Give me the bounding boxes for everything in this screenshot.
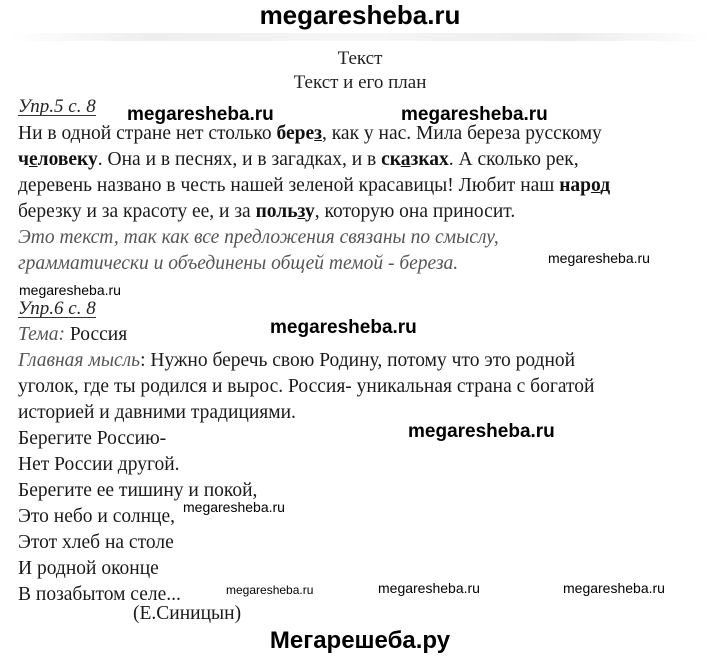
watermark: megaresheba.ru [563, 580, 665, 596]
watermark: megaresheba.ru [548, 250, 650, 266]
watermark: megaresheba.ru [270, 317, 417, 338]
ex6-idea-line-2: уголок, где ты родился и вырос. Россия- уникальная страна с богатой [18, 376, 595, 397]
watermark: megaresheba.ru [378, 580, 480, 596]
ex6-topic: Тема: Россия [18, 324, 128, 345]
scan-smear [10, 33, 710, 41]
ex5-answer-line-1: Это текст, так как все предложения связаны по смыслу, [18, 227, 499, 248]
watermark: megaresheba.ru [127, 104, 274, 125]
ex5-line-2: человеку. Она и в песнях, и в загадках, и в сказках. А сколько рек, [18, 149, 579, 170]
poem-line: Этот хлеб на столе [18, 532, 174, 553]
ex5-line-3: деревень названо в честь нашей зеленой красавицы! Любит наш народ [18, 175, 611, 196]
poem-line: В позабытом селе... [18, 584, 181, 605]
poem-line: Нет России другой. [18, 454, 180, 475]
poem-line: Берегите ее тишину и покой, [18, 480, 258, 501]
ex6-idea-line-3: историей и давними традициями. [18, 402, 296, 423]
poem-line: Это небо и солнце, [18, 506, 175, 527]
exercise-5-label: Упр.5 с. 8 [18, 96, 96, 117]
watermark: megaresheba.ru [183, 499, 285, 515]
watermark: megaresheba.ru [19, 282, 121, 298]
watermark: megaresheba.ru [401, 104, 548, 125]
poem-line: И родной оконце [18, 558, 159, 579]
ex5-answer-line-2: грамматически и объединены общей темой - береза. [18, 253, 459, 274]
exercise-6-label: Упр.6 с. 8 [18, 298, 96, 319]
poem-author: (Е.Синицын) [133, 603, 242, 624]
poem-line: Берегите Россию- [18, 428, 167, 449]
section-subtitle: Текст и его план [293, 72, 427, 93]
ex5-line-4: березку и за красоту ее, и за пользу, которую она приносит. [18, 201, 516, 222]
watermark: megaresheba.ru [226, 583, 314, 597]
watermark-bottom: Мегарешеба.ру [269, 627, 451, 654]
watermark-top: megaresheba.ru [259, 0, 461, 30]
watermark: megaresheba.ru [408, 421, 555, 442]
ex6-idea-line-1: Главная мысль: Нужно беречь свою Родину, потому что это родной [18, 350, 576, 371]
ex5-line-1: Ни в одной стране нет столько берез, как у нас. Мила береза русскому [18, 123, 602, 144]
section-title: Текст [337, 48, 383, 69]
